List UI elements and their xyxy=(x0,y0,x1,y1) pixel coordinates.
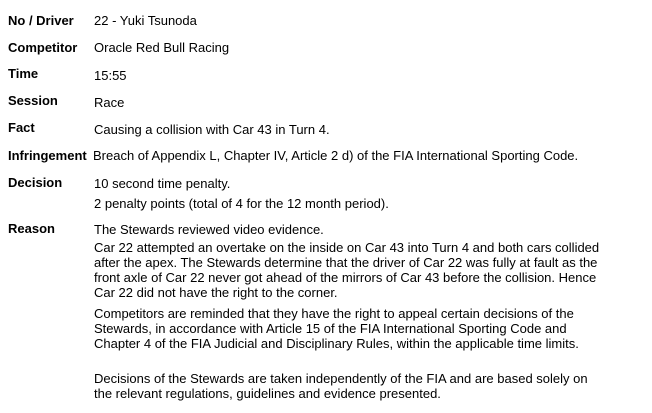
infringement-value: Breach of Appendix L, Chapter IV, Article 2 d) of the FIA International Sporting Code. xyxy=(93,148,579,163)
decision-line-1: 10 second time penalty. xyxy=(94,176,231,191)
reason-paragraph-1: The Stewards reviewed video evidence. xyxy=(94,222,324,237)
fact-label: Fact xyxy=(8,120,35,135)
driver-value: 22 - Yuki Tsunoda xyxy=(94,13,197,28)
fact-value: Causing a collision with Car 43 in Turn 4. xyxy=(94,122,330,137)
session-value: Race xyxy=(94,95,125,110)
session-label: Session xyxy=(8,93,58,108)
time-label: Time xyxy=(8,66,39,81)
driver-label: No / Driver xyxy=(8,13,74,28)
decision-line-2: 2 penalty points (total of 4 for the 12 month period). xyxy=(94,196,389,211)
reason-paragraph-2: Car 22 attempted an overtake on the inside on Car 43 into Turn 4 and both cars collided after the apex. The Stewards determine that the driver of Car 22 was fully at fault as the front axle of Car 22 never got ahead of the mirrors of Car 43 before the collision. Hence Car 22 did not have the right to the corner. xyxy=(94,240,600,300)
infringement-label: Infringement xyxy=(8,148,87,163)
competitor-label: Competitor xyxy=(8,40,78,55)
reason-paragraph-3: Competitors are reminded that they have the right to appeal certain decisions of the Stewards, in accordance with Article 15 of the FIA International Sporting Code and Chapter 4 of the FIA Judicial and Disciplinary Rules, within the applicable time limits. xyxy=(94,306,579,351)
competitor-value: Oracle Red Bull Racing xyxy=(94,40,230,55)
decision-label: Decision xyxy=(8,175,63,190)
reason-label: Reason xyxy=(8,221,55,236)
time-value: 15:55 xyxy=(94,68,127,83)
reason-paragraph-4: Decisions of the Stewards are taken independently of the FIA and are based solely on the relevant regulations, guidelines and evidence presented. xyxy=(94,371,588,401)
